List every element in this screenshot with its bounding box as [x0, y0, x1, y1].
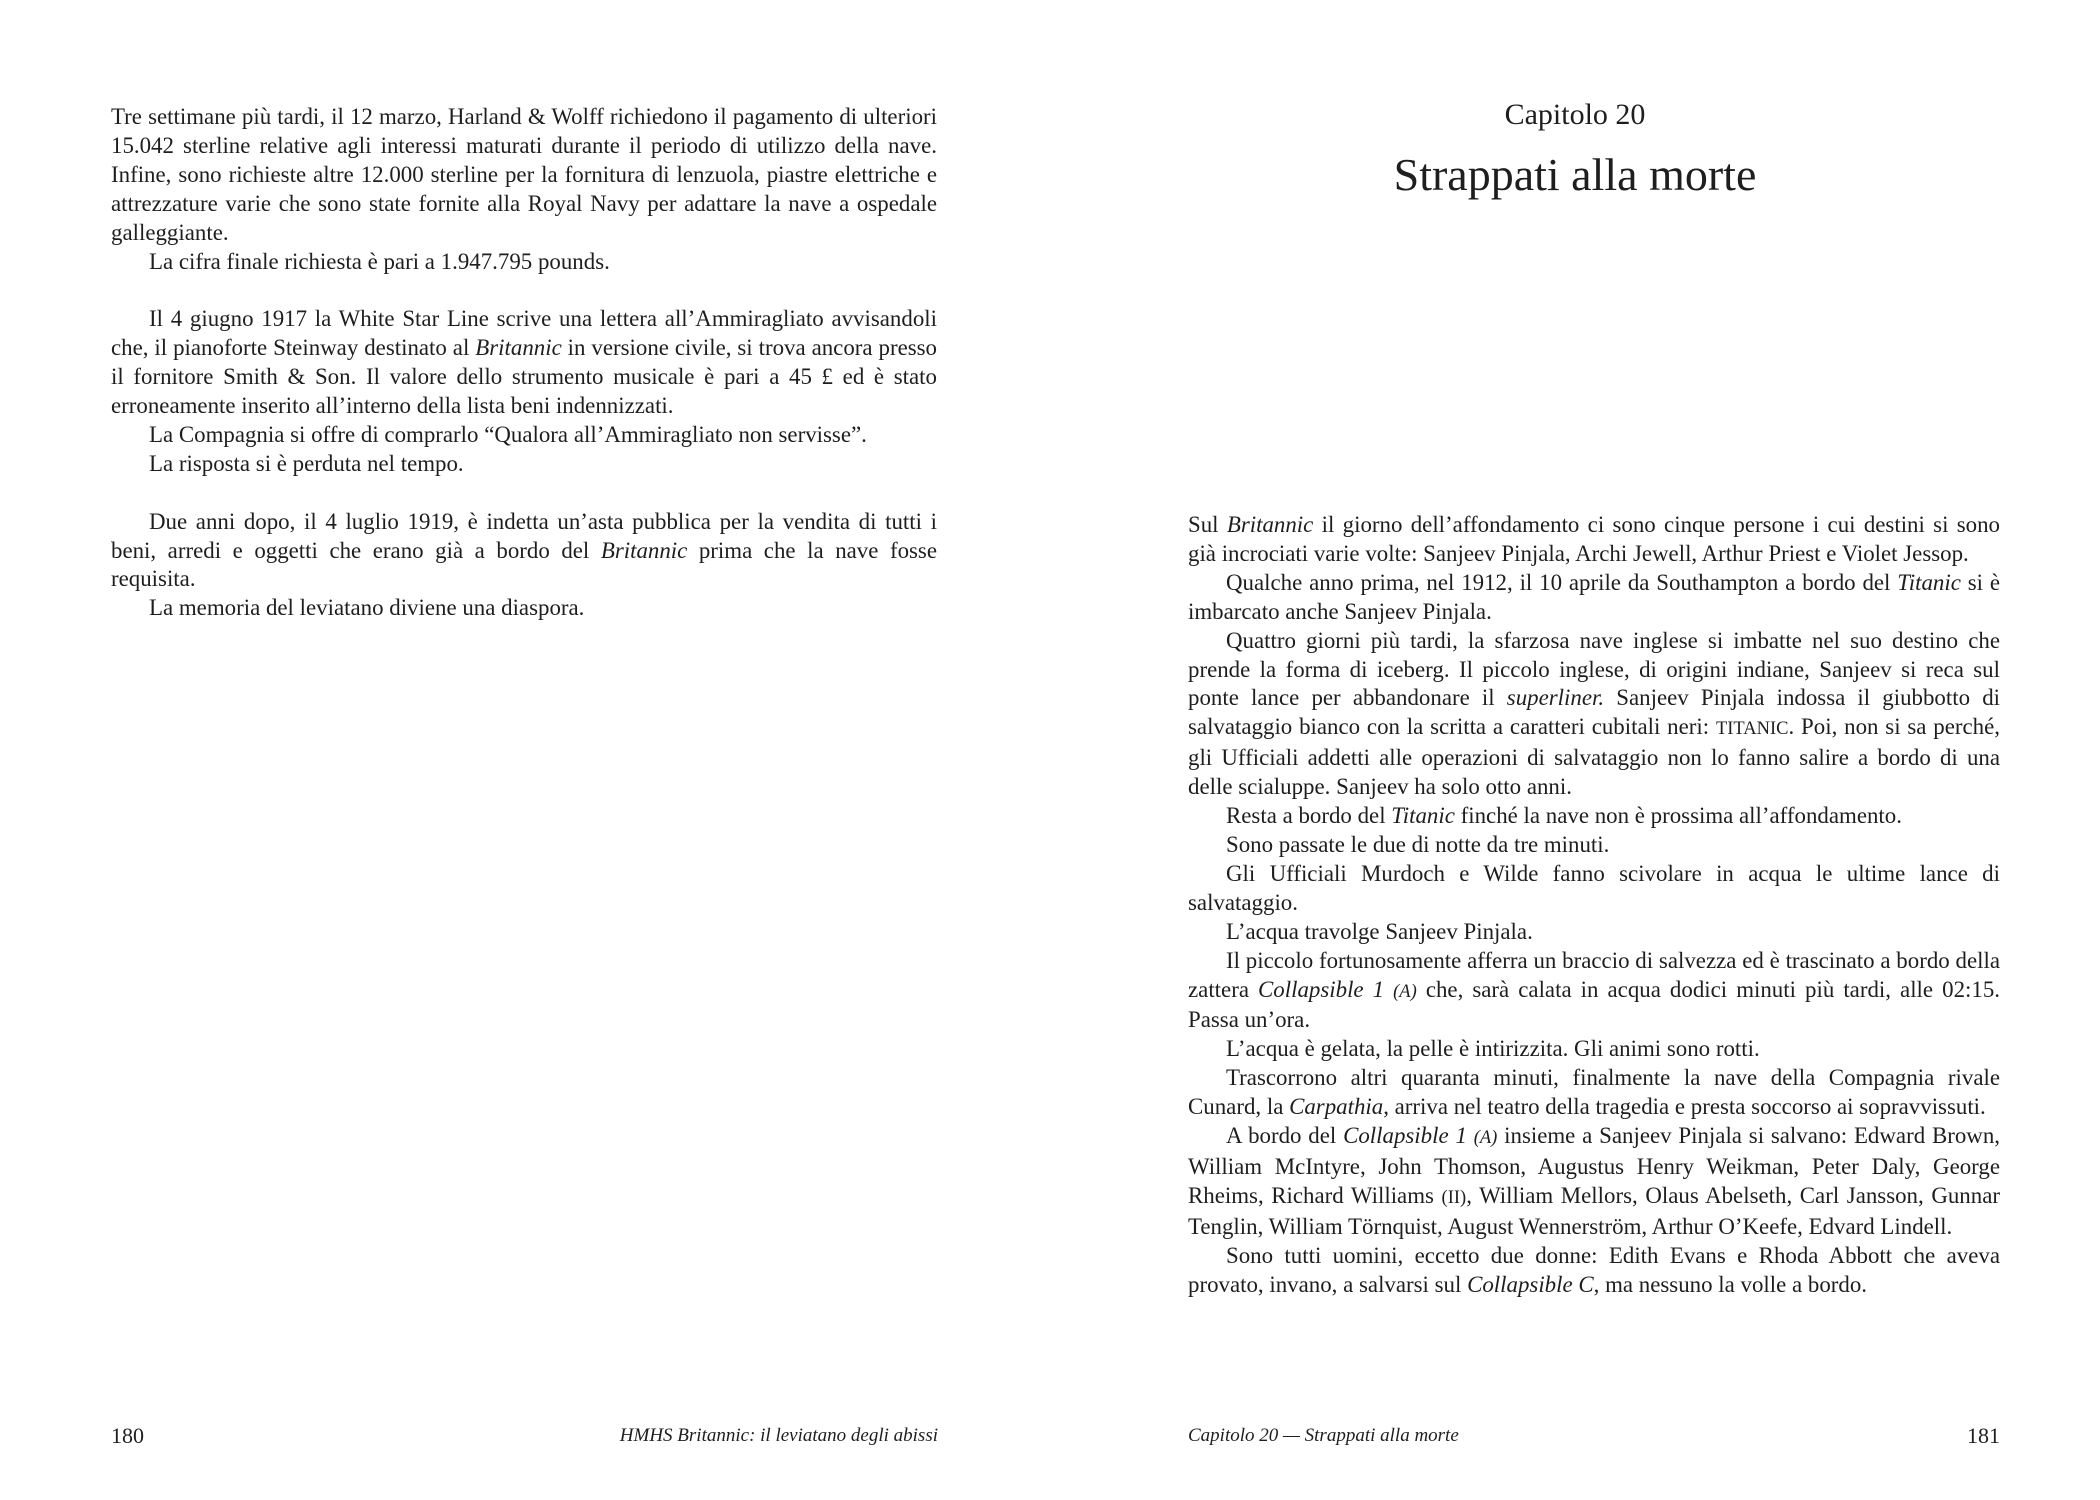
text-run: , ma nessuno la volle a bordo. [1593, 1271, 1867, 1297]
emphasis-text: Collapsible C [1467, 1271, 1594, 1297]
paragraph [111, 248, 937, 277]
paragraph [1188, 1064, 2000, 1122]
text-run: La memoria del leviatano diviene una diaspora. [149, 595, 585, 621]
right-body-text [1188, 511, 2000, 1299]
text-run: in versione civile, si trova ancora presso il fornitore Smith & Son. Il valore dello strumento musicale è pari a 45 £ ed è stato erroneamente inserito all’interno della lista beni indennizzati. [111, 335, 938, 419]
emphasis-text: (A) [1473, 1128, 1498, 1149]
text-run: Gli Ufficiali Murdoch e Wilde fanno scivolare in acqua le ultime lance di salvataggio. [1188, 860, 2000, 915]
text-run: Sul [1188, 512, 1227, 537]
paragraph [1188, 860, 2000, 918]
text-run: Sono tutti uomini, eccetto due donne: Edith Evans e Rhoda Abbott che aveva provato, invano, a salvarsi sul [1188, 1242, 2000, 1297]
text-run: si è imbarcato anche Sanjeev Pinjala. [1188, 569, 2000, 624]
paragraph [1188, 831, 2000, 860]
text-run: La risposta si è perduta nel tempo. [149, 450, 464, 476]
paragraph [1188, 947, 2000, 1036]
emphasis-text: Britannic [600, 537, 688, 563]
text-run: , arriva nel teatro della tragedia e presta soccorso ai sopravvissuti. [1383, 1094, 1986, 1120]
emphasis-text: Collapsible 1 [1258, 976, 1394, 1002]
text-run: L’acqua travolge Sanjeev Pinjala. [1226, 918, 1533, 944]
emphasis-text: (II) [1441, 1187, 1467, 1208]
left-body-text [111, 103, 937, 623]
paragraph [1188, 1242, 2000, 1300]
text-run: , William Mellors, Olaus Abelseth, Carl Jansson, Gunnar Tenglin, William Törnquist, August Wennerström, Arthur O’Keefe, Edvard Lindell. [1188, 1182, 2000, 1239]
text-run: Il 4 giugno 1917 la White Star Line scrive una lettera all’Ammiragliato avvisandoli che, il pianoforte Steinway destinato al [111, 306, 937, 361]
page-number: 181 [1967, 1423, 2000, 1448]
paragraph [1188, 627, 2000, 802]
text-run: Trascorrono altri quaranta minuti, finalmente la nave della Compagnia rivale Cunard, la [1188, 1065, 2000, 1120]
paragraph [111, 305, 937, 421]
text-run: La Compagnia si offre di comprarlo “Qualora all’Ammiragliato non servisse”. [149, 421, 867, 447]
paragraph [1188, 1122, 2000, 1242]
paragraph [111, 450, 937, 479]
text-run: Quattro giorni più tardi, la sfarzosa nave inglese si imbatte nel suo destino che prende la forma di iceberg. Il piccolo inglese, di origini indiane, Sanjeev si reca sul ponte lance per abbandonare il [1188, 627, 2000, 711]
paragraph [1188, 511, 2000, 569]
right-page [1050, 0, 2100, 1500]
emphasis-text: Titanic [1897, 569, 1961, 595]
emphasis-text: Carpathia [1289, 1094, 1384, 1120]
text-run: il giorno dell’affondamento ci sono cinque persone i cui destini si sono già incrociati varie volte: Sanjeev Pinjala, Archi Jewell, Arthur Priest e Violet Jessop. [1188, 512, 2000, 566]
emphasis-text: superliner. [1506, 685, 1605, 711]
text-run: A bordo del [1226, 1123, 1344, 1149]
text-run: Qualche anno prima, nel 1912, il 10 aprile da Southampton a bordo del [1226, 569, 1898, 595]
paragraph [111, 594, 937, 623]
text-run: L’acqua è gelata, la pelle è intirizzita. Gli animi sono rotti. [1226, 1036, 1760, 1062]
text-run: prima che la nave fosse requisita. [111, 537, 937, 592]
text-run: insieme a Sanjeev Pinjala si salvano: Edward Brown, William McIntyre, John Thomson, Augustus Henry Weikman, Peter Daly, George Rheims, Richard Williams [1188, 1123, 2000, 1208]
paragraph [111, 103, 937, 248]
emphasis-text: (A) [1393, 981, 1417, 1002]
running-head: Capitolo 20 — Strappati alla morte [1188, 1425, 1459, 1446]
emphasis-text: Britannic [475, 335, 562, 361]
emphasis-text: TITANIC [1715, 719, 1789, 740]
paragraph [1188, 802, 2000, 831]
text-run: Il piccolo fortunosamente afferra un braccio di salvezza ed è trascinato a bordo della zattera [1188, 947, 2000, 1002]
paragraph [111, 508, 937, 595]
paragraph [1188, 918, 2000, 947]
running-head: HMHS Britannic: il leviatano degli abissi [619, 1425, 938, 1446]
emphasis-text: Collapsible 1 [1343, 1123, 1474, 1149]
text-run: Due anni dopo, il 4 luglio 1919, è indetta un’asta pubblica per la vendita di tutti i beni, arredi e oggetti che erano già a bordo del [111, 508, 937, 563]
text-run: La cifra finale richiesta è pari a 1.947.795 pounds. [149, 248, 610, 274]
paragraph [1188, 1035, 2000, 1064]
text-run: Tre settimane più tardi, il 12 marzo, Harland & Wolff richiedono il pagamento di ulteriori 15.042 sterline relative agli interessi maturati durante il periodo di utilizzo della nave. Infine, sono richieste altre 12.000 sterline per la fornitura di lenzuola, piastre elettriche e attrezzature varie che sono state fornite alla Royal Navy per adattare la nave a ospedale galleggiante. [111, 104, 937, 245]
chapter-title: Strappati alla morte [1393, 149, 1757, 200]
chapter-label: Capitolo 20 [1504, 98, 1646, 131]
text-run: Sanjeev Pinjala indossa il giubbotto di salvataggio bianco con la scritta a caratteri cubitali neri: [1188, 685, 2000, 740]
text-run: . Poi, non si sa perché, gli Ufficiali addetti alle operazioni di salvataggio non lo fanno salire a bordo di una delle scialuppe. Sanjeev ha solo otto anni. [1188, 714, 2001, 800]
text-run: Resta a bordo del [1226, 803, 1392, 829]
text-run: che, sarà calata in acqua dodici minuti più tardi, alle 02:15. Passa un’ora. [1188, 976, 2000, 1033]
text-run: Sono passate le due di notte da tre minuti. [1226, 831, 1610, 857]
paragraph [1188, 569, 2000, 627]
emphasis-text: Britannic [1226, 512, 1314, 537]
emphasis-text: Titanic [1391, 803, 1455, 829]
page-number: 180 [111, 1423, 144, 1448]
text-run: finché la nave non è prossima all’affondamento. [1454, 803, 1902, 829]
paragraph [111, 421, 937, 450]
